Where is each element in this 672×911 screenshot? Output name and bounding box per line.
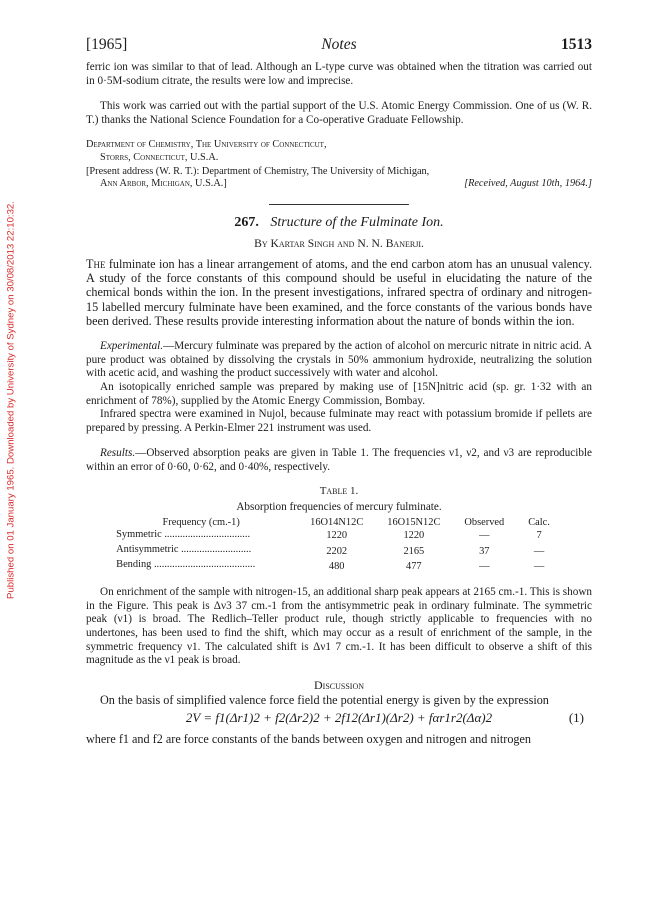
discussion-continuation: where f1 and f2 are force constants of the bands between oxygen and nitrogen and nitrogen — [86, 732, 532, 746]
enrichment-paragraph: On enrichment of the sample with nitrogen-15, an additional sharp peak appears at 2165 cm.-1. This is shown in the Figure. This peak is Δν3 37 cm.-1 from the antisymmetric peak in ordinary fulminate. The symmetric peak (ν1) is broad. The Redlich–Teller product rule, though strictly applicable to frequencies with no undertones, has been used to find the shift, which may occur as a result of enrichment of the sample, in the symmetric frequency ν1. The calculated shift is Δν1 7 cm.-1. It has been difficult to observe a shift of this magnitude as the ν1 peak is broad. — [86, 586, 592, 667]
section-name: Notes — [321, 36, 357, 53]
address-line-2: Storrs, Connecticut, U.S.A. — [100, 151, 219, 163]
discussion-paragraph: On the basis of simplified valence force field the potential energy is given by the expression — [100, 692, 549, 707]
present-address-line-2: Ann Arbor, Michigan, U.S.A.] — [100, 178, 227, 190]
equation-number: (1) — [568, 710, 584, 725]
isotope-paragraph: An isotopically enriched sample was prepared by making use of [15N]nitric acid (sp. gr. 1·32 with an enrichment of 78%), supplied by the Atomic Energy Commission, Bombay. — [86, 381, 592, 407]
results-paragraph: Results.—Observed absorption peaks are given in Table 1. The frequencies ν1, ν2, and ν3 are reproducible within an error of 0·60, 0·62, and 0·40%, respectively. — [86, 447, 592, 473]
col-header-calc: Calc. — [528, 516, 550, 528]
equation-body: 2V = f1(Δr1)2 + f2(Δr2)2 + 2f12(Δr1)(Δr2) + fαr1r2(Δα)2 — [185, 710, 493, 725]
received-date: [Received, August 10th, 1964.] — [464, 178, 592, 190]
table-row: Antisymmetric ........................... 2202 2165 37 — — [116, 543, 545, 557]
volume-year: [1965] — [86, 36, 128, 53]
section-divider — [269, 204, 409, 205]
potential-energy-equation — [86, 710, 592, 726]
acknowledgement: This work was carried out with the partial support of the U.S. Atomic Energy Commission. One of us (W. R. T.) thanks the National Science Foundation for a Co-operative Graduate Fellowship. — [86, 100, 592, 126]
article-title-text: Structure of the Fulminate Ion. — [270, 214, 444, 230]
table-caption: Table 1. — [319, 484, 359, 497]
col-header-labelled: 16O15N12C — [387, 516, 441, 528]
abstract: The fulminate ion has a linear arrangement of atoms, and the end carbon atom has an unusual valency. A study of the force constants of this compound should be useful in elucidating the nature of the chemical bonds within the ion. In the present investigations, infrared spectra of ordinary and nitrogen-15 labelled mercury fulminate have been examined, and the force constants of the various bonds have been derived. These results provide interesting information about the nature of bonds within the ion. — [86, 256, 592, 328]
author-address — [86, 139, 592, 190]
present-address-line-1: [Present address (W. R. T.): Department of Chemistry, The University of Michigan, — [86, 165, 430, 177]
experimental-paragraph: Experimental.—Mercury fulminate was prepared by the action of alcohol on mercuric nitrate in nitric acid. A pure product was obtained by dissolving the crystals in 50% ammonium hydroxide, neutralizing the solution with acetic acid, and washing the product successively with water and alcohol. — [86, 340, 592, 380]
table-row: Bending ....................................... 480 477 — — — [116, 558, 545, 572]
col-header-frequency: Frequency (cm.-1) — [162, 516, 240, 528]
article-number: 267. — [234, 214, 259, 230]
discussion-heading: Discussion — [313, 677, 364, 692]
col-header-observed: Observed — [464, 516, 505, 528]
col-header-ordinary: 16O14N12C — [310, 516, 364, 528]
side-download-note — [2, 150, 20, 650]
running-head — [86, 36, 592, 54]
table-title: Absorption frequencies of mercury fulminate. — [236, 500, 442, 513]
download-note-text: Published on 01 January 1965. Downloaded by University of Sydney on 30/08/2013 22:10:32. — [5, 201, 17, 599]
table-row: Symmetric ................................. 1220 1220 — 7 — [116, 528, 542, 542]
spectra-paragraph: Infrared spectra were examined in Nujol, because fulminate may react with potassium bromide if pellets are prepared by pressing. A Perkin-Elmer 221 instrument was used. — [86, 408, 592, 434]
byline: By Kartar Singh and N. N. Banerji. — [254, 236, 424, 250]
preceding-article-tail: ferric ion was similar to that of lead. Although an L-type curve was obtained when the titration was carried out in 0·5M-sodium citrate, the results were low and imprecise. — [86, 61, 592, 87]
article-title — [86, 215, 592, 231]
page-number: 1513 — [561, 36, 592, 53]
journal-page — [86, 36, 592, 746]
absorption-table — [116, 517, 562, 575]
address-line-1: Department of Chemistry, The University of Connecticut, — [86, 139, 327, 151]
